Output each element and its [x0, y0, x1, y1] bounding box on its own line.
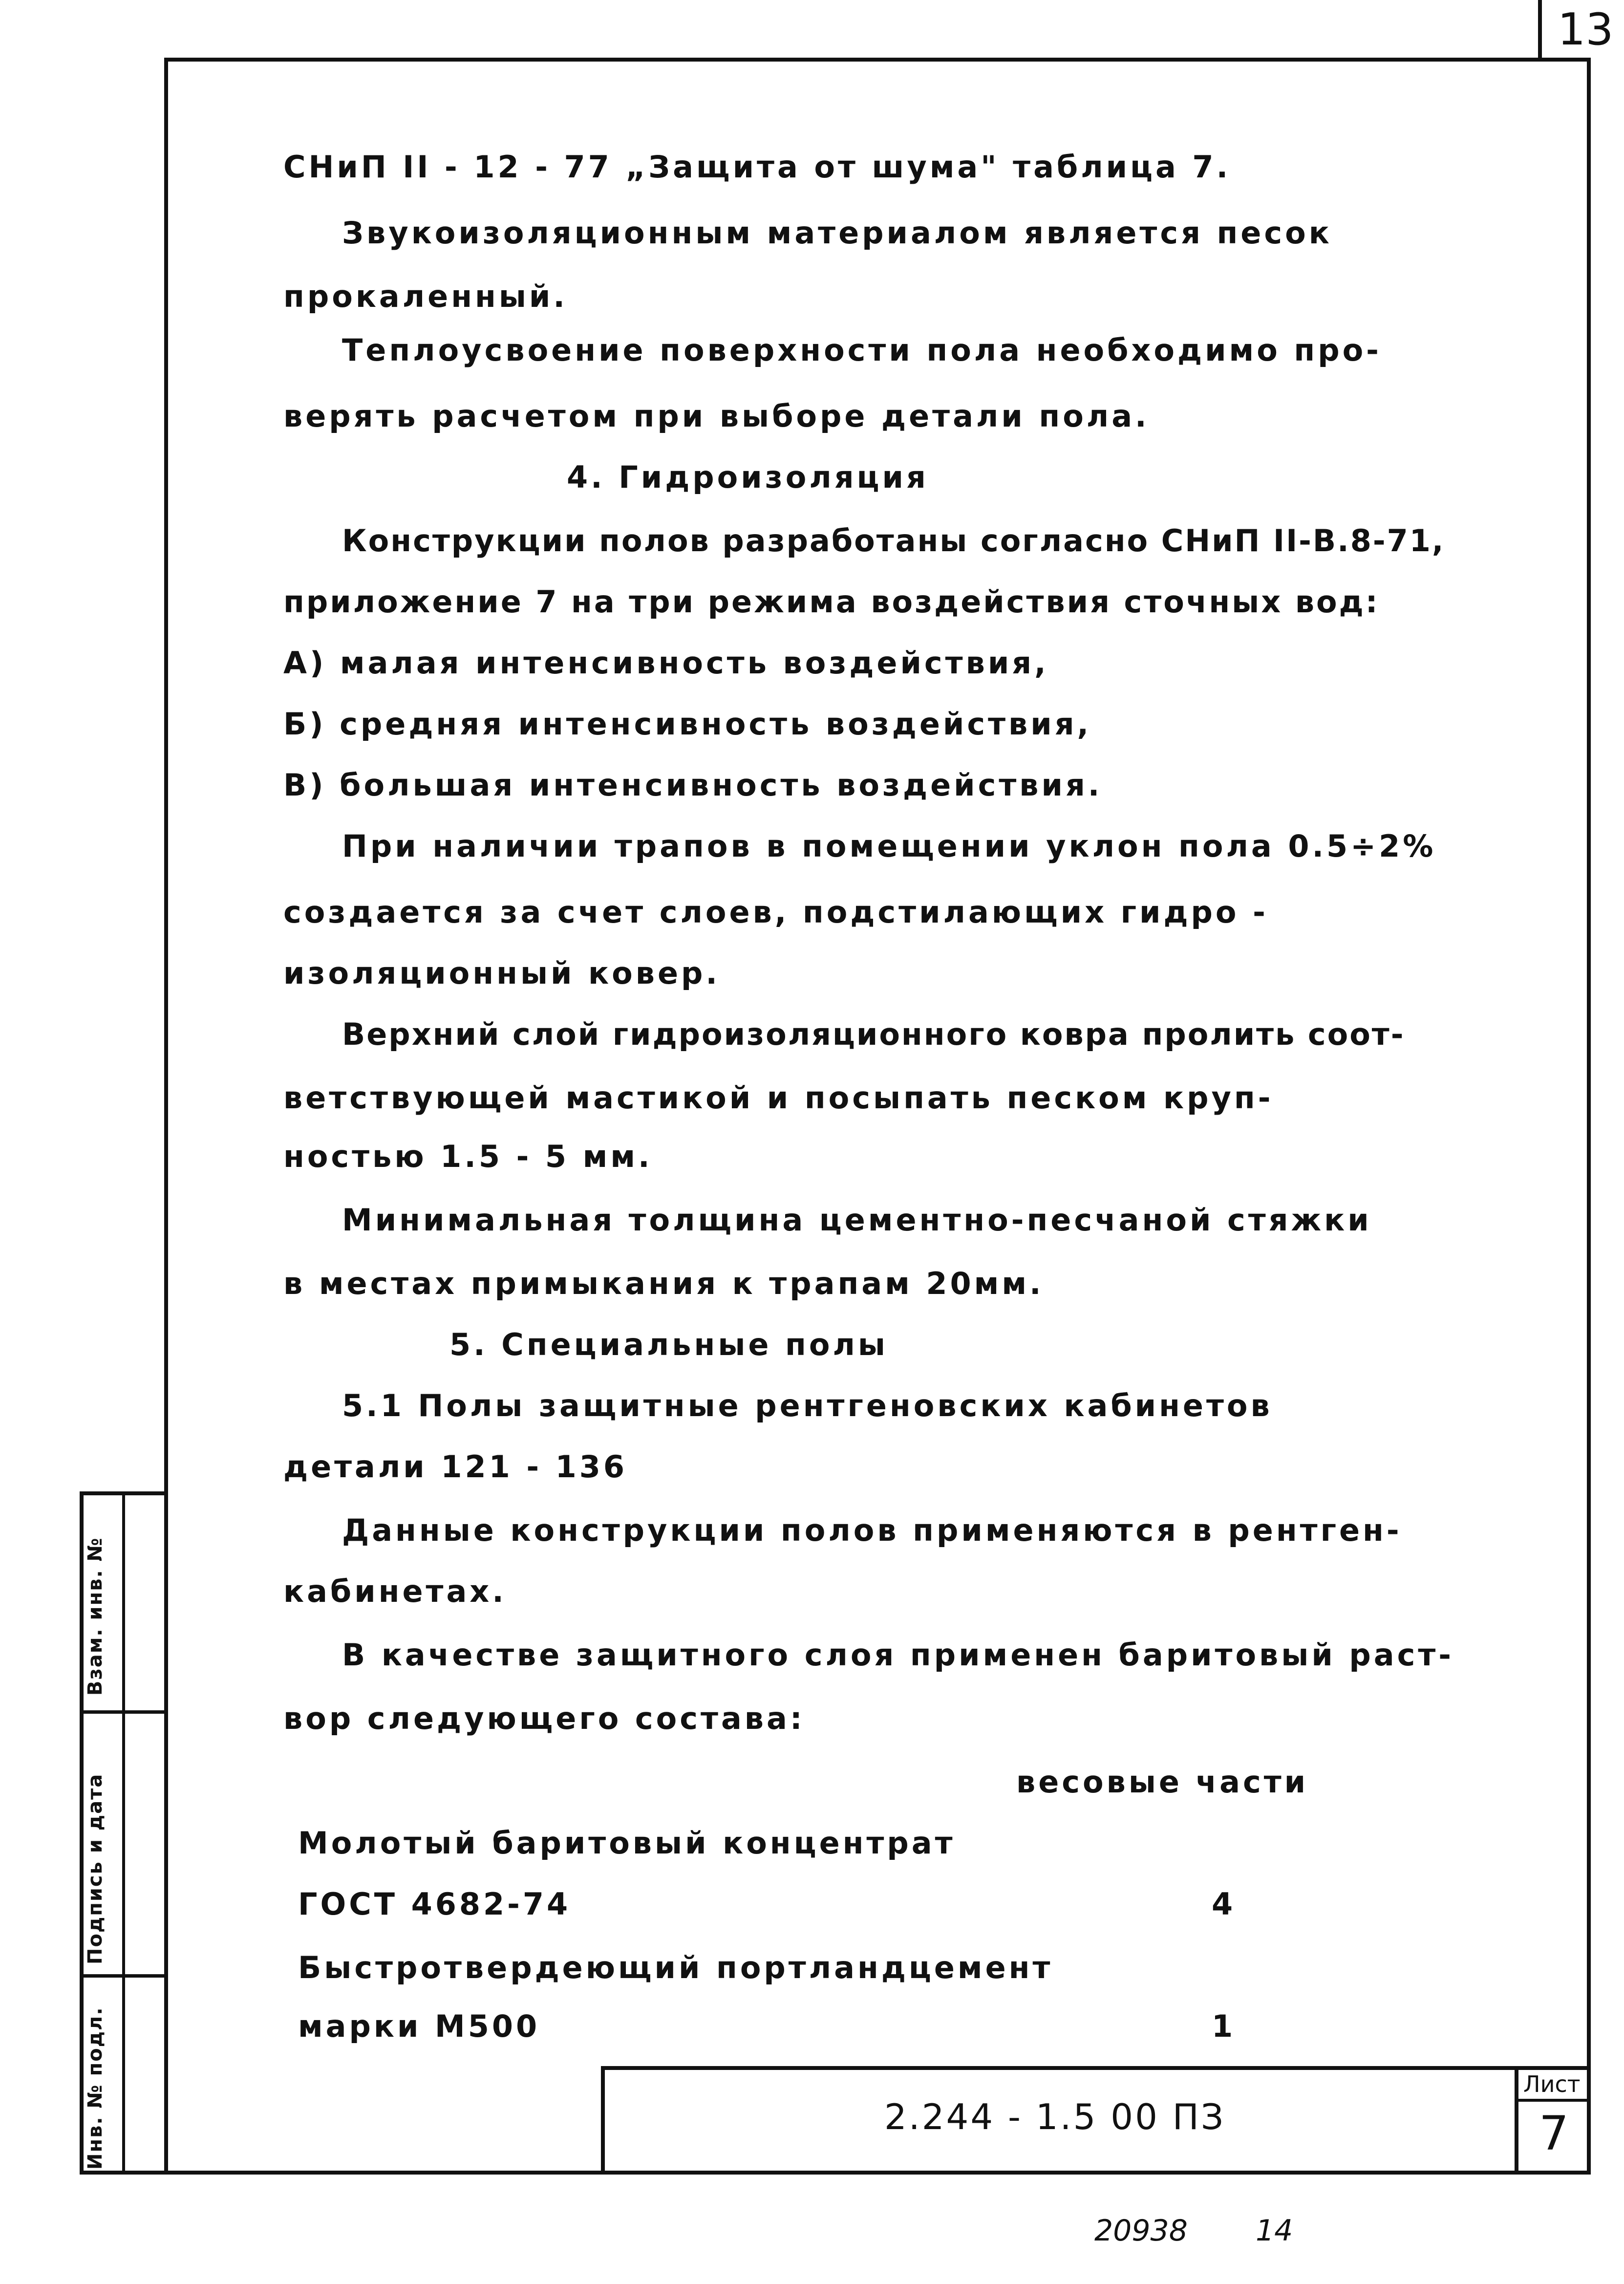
body-line-19: в местах примыкания к трапам 20мм. [283, 1266, 1044, 1301]
body-line-13: создается за счет слоев, подстилающих гидро - [283, 894, 1268, 930]
title-block-left-border [601, 2066, 605, 2175]
body-line-25: В качестве защитного слоя применен баритовый раст- [342, 1637, 1454, 1673]
body-line-4: Теплоусвоение поверхности пола необходимо про- [342, 332, 1382, 368]
body-line-2: Звукоизоляционным материалом является песок [342, 215, 1332, 251]
body-line-22: детали 121 - 136 [283, 1449, 628, 1485]
document-code: 2.244 - 1.5 00 ПЗ [884, 2096, 1226, 2137]
title-block-sheet-label-divider [1515, 2099, 1591, 2102]
composition-row-2-grade: марки М500 [298, 2008, 540, 2044]
body-line-12: При наличии трапов в помещении уклон пола 0.5÷2% [342, 828, 1436, 864]
body-line-1: СНиП II - 12 - 77 „Защита от шума" таблица 7. [283, 149, 1231, 185]
composition-row-1-value: 4 [1212, 1886, 1236, 1922]
body-line-11: В) большая интенсивность воздействия. [283, 767, 1103, 803]
stamp-label-inv-podl: Инв. № подл. [84, 2006, 107, 2170]
body-line-17: ностью 1.5 - 5 мм. [283, 1139, 653, 1174]
body-line-24: кабинетах. [283, 1573, 507, 1609]
body-line-7: Конструкции полов разработаны согласно СНиП II-В.8-71, [342, 523, 1445, 559]
body-line-16: ветствующей мастикой и посыпать песком круп- [283, 1080, 1274, 1116]
body-line-8: приложение 7 на три режима воздействия сточных вод: [283, 584, 1380, 620]
body-line-9: А) малая интенсивность воздействия, [283, 645, 1049, 681]
sheet-label: Лист [1523, 2071, 1581, 2097]
copy-number: 14 [1256, 2214, 1293, 2248]
body-line-23: Данные конструкции полов применяются в рентген- [342, 1512, 1402, 1548]
corner-divider [1538, 0, 1542, 61]
section-heading-5: 5. Специальные полы [449, 1327, 888, 1362]
body-line-15: Верхний слой гидроизоляционного ковра пролить соот- [342, 1016, 1405, 1052]
subsection-heading-5-1: 5.1 Полы защитные рентгеновских кабинетов [342, 1388, 1273, 1423]
composition-row-1-name: Молотый баритовый концентрат [298, 1825, 956, 1861]
body-line-3: прокаленный. [283, 279, 568, 314]
stamp-row-divider-1 [80, 1710, 168, 1714]
archive-number: 20938 [1094, 2214, 1188, 2248]
composition-header: весовые части [1016, 1764, 1309, 1800]
body-line-10: Б) средняя интенсивность воздействия, [283, 706, 1092, 742]
body-line-26: вор следующего состава: [283, 1701, 805, 1736]
title-block-sheet-divider [1515, 2066, 1518, 2175]
title-block-top-border [601, 2066, 1591, 2070]
stamp-strip-divider [122, 1491, 125, 2175]
composition-row-2-name: Быстротвердеющий портландцемент [298, 1950, 1053, 1985]
stamp-label-vzam-inv: Взам. инв. № [84, 1537, 107, 1696]
corner-page-number: 13 [1558, 4, 1614, 55]
body-line-5: верять расчетом при выборе детали пола. [283, 398, 1150, 434]
sheet-number: 7 [1539, 2106, 1569, 2161]
stamp-label-signature-date: Подпись и дата [84, 1773, 107, 1964]
stamp-row-divider-2 [80, 1974, 168, 1978]
composition-row-2-value: 1 [1212, 2008, 1236, 2044]
body-line-18: Минимальная толщина цементно-песчаной стяжки [342, 1202, 1372, 1238]
body-line-14: изоляционный ковер. [283, 955, 720, 991]
section-heading-4: 4. Гидроизоляция [567, 459, 929, 495]
composition-row-1-standard: ГОСТ 4682-74 [298, 1886, 571, 1922]
